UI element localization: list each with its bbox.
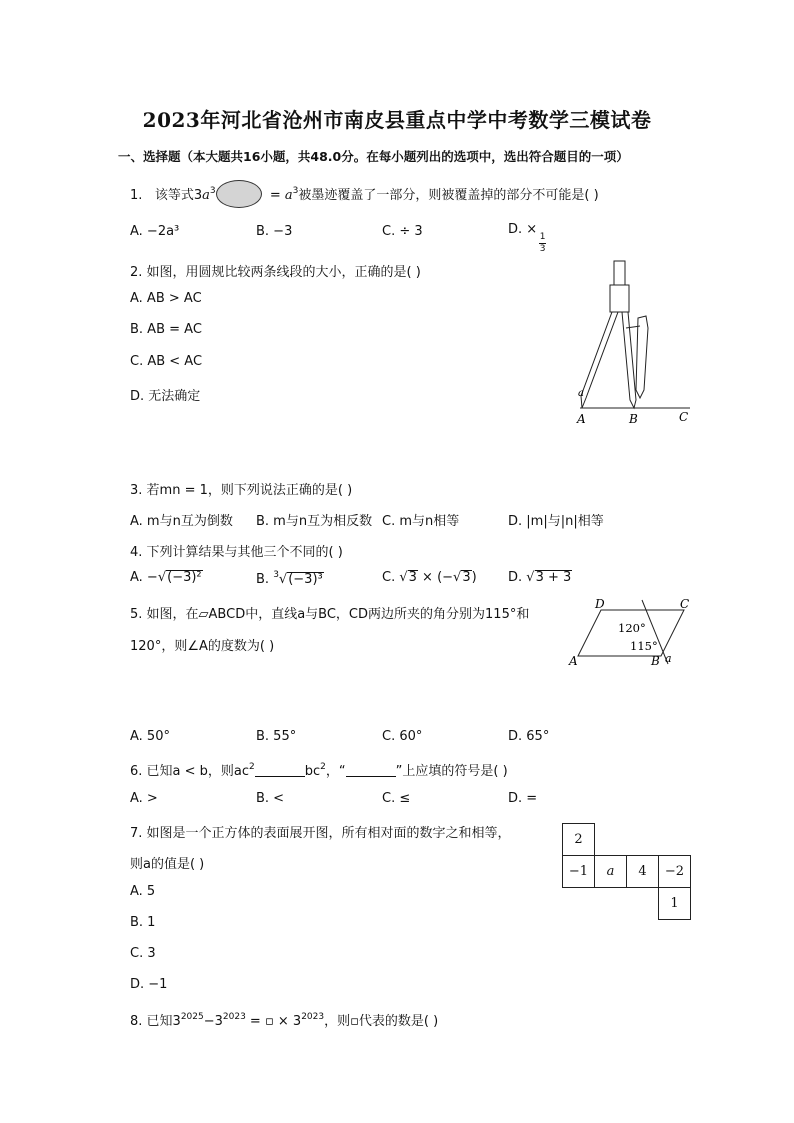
- net-cell: a: [595, 856, 627, 888]
- label-a-leg: a: [578, 388, 584, 399]
- q7-option-b: B. 1: [130, 915, 156, 930]
- q1-option-a: A. −2a³: [130, 224, 180, 239]
- q6-post: ，“: [325, 764, 346, 779]
- compass-hinge: [610, 285, 629, 312]
- q4-c-mid: × (−: [417, 570, 454, 585]
- pencil: [636, 316, 648, 398]
- section-heading: 一、选择题（本大题共16小题，共48.0分。在每小题列出的选项中，选出符合题目的一项）: [118, 149, 629, 164]
- sqrt-content: 3: [462, 570, 471, 585]
- q8-exp3: 2023: [301, 1012, 325, 1022]
- q4-c-label: C.: [382, 570, 400, 585]
- q4-option-a: A. −√(−3)²: [130, 570, 202, 585]
- page-title: 2023年河北省沧州市南皮县重点中学中考数学三模试卷: [142, 108, 652, 132]
- q3-option-c: C. m与n相等: [382, 514, 460, 529]
- q3-option-a: A. m与n互为倒数: [130, 514, 233, 529]
- question-5-line1: 5. 如图，在▱ABCD中，直线a与BC，CD两边所夹的角分别为115°和: [130, 607, 530, 622]
- fraction-numerator: 1: [539, 232, 546, 242]
- q5-option-d: D. 65°: [508, 729, 550, 744]
- q7-option-a: A. 5: [130, 884, 156, 899]
- fraction: [539, 233, 546, 254]
- q8-mid2: = ▫ × 3: [245, 1014, 302, 1029]
- question-8: [130, 1010, 438, 1029]
- cbrt-content: (−3)³: [288, 572, 323, 587]
- q3-option-b: B. m与n互为相反数: [256, 514, 373, 529]
- q6-mid: bc: [304, 764, 321, 779]
- sqrt-content: 3: [408, 570, 417, 585]
- q1-pre: 该等式3: [154, 188, 203, 203]
- q1-mid: =: [269, 188, 285, 203]
- q4-d-label: D.: [508, 570, 527, 585]
- angle-115: 115°: [630, 639, 658, 653]
- q5-option-b: B. 55°: [256, 729, 297, 744]
- net-cell: 1: [659, 888, 691, 920]
- q1-var-a: a: [202, 188, 210, 203]
- net-cell: 4: [627, 856, 659, 888]
- q1-post: 被墨迹覆盖了一部分，则被覆盖掉的部分不可能是( ): [298, 188, 599, 203]
- q8-post: ，则▫代表的数是( ): [324, 1014, 439, 1029]
- compass-leg-left: [581, 312, 618, 408]
- q1-option-c: C. ÷ 3: [382, 224, 423, 239]
- q6-exp-b: 2: [320, 762, 326, 772]
- question-2: 2. 如图，用圆规比较两条线段的大小，正确的是( ): [130, 265, 421, 280]
- q4-a-label: A. −: [130, 570, 158, 585]
- question-1: [130, 180, 599, 208]
- q5-option-c: C. 60°: [382, 729, 423, 744]
- sqrt-content: 3 + 3: [535, 570, 572, 585]
- q4-c-end: ): [471, 570, 477, 585]
- ink-blot-shape: [216, 180, 262, 208]
- q8-exp2: 2023: [222, 1012, 246, 1022]
- q1-exp2: 3: [292, 186, 299, 196]
- q1-option-d: [508, 222, 546, 254]
- q2-option-c: C. AB < AC: [130, 354, 203, 369]
- compass-handle: [614, 261, 625, 285]
- q6-post2: ”上应填的符号是( ): [395, 764, 508, 779]
- question-6: [130, 760, 508, 779]
- q1-option-b: B. −3: [256, 224, 293, 239]
- angle-120: 120°: [618, 621, 646, 635]
- q4-b-label: B.: [256, 572, 274, 587]
- q2-option-a: A. AB > AC: [130, 291, 202, 306]
- answer-blank: [346, 764, 396, 777]
- net-cell: 2: [563, 824, 595, 856]
- question-5-line2: 120°，则∠A的度数为( ): [130, 639, 275, 654]
- q6-option-d: D. =: [508, 791, 538, 806]
- parallelogram-figure: [566, 598, 696, 668]
- question-3: 3. 若mn = 1，则下列说法正确的是( ): [130, 483, 353, 498]
- q1-var-a2: a: [284, 188, 293, 203]
- sqrt-content: (−3)²: [167, 570, 202, 585]
- label-c-point: C: [679, 410, 689, 424]
- q2-option-d: D. 无法确定: [130, 389, 201, 404]
- q8-exp1: 2025: [180, 1012, 204, 1022]
- q4-option-d: D. √3 + 3: [508, 570, 572, 585]
- label-c: C: [680, 598, 690, 611]
- fraction-denominator: 3: [539, 244, 546, 254]
- q6-option-a: A. >: [130, 791, 158, 806]
- label-a: A: [569, 654, 578, 668]
- q7-option-d: D. −1: [130, 977, 168, 992]
- label-b: B: [651, 654, 660, 668]
- question-4: 4. 下列计算结果与其他三个不同的( ): [130, 545, 343, 560]
- q4-option-c: C. √3 × (−√3): [382, 570, 477, 585]
- label-b-point: B: [629, 412, 638, 426]
- q3-option-d: D. |m|与|n|相等: [508, 514, 604, 529]
- q6-exp-a: 2: [249, 762, 255, 772]
- q4-option-b: B. $^3$√(−3)³: [256, 570, 323, 587]
- label-d: D: [595, 598, 605, 611]
- q6-pre: 6. 已知a < b，则ac: [130, 764, 250, 779]
- question-7-line2: 则a的值是( ): [130, 857, 205, 872]
- q2-option-b: B. AB = AC: [130, 322, 202, 337]
- question-7-line1: 7. 如图是一个正方体的表面展开图，所有相对面的数字之和相等，: [130, 826, 511, 841]
- q8-mid1: −3: [203, 1014, 223, 1029]
- label-line-a: a: [665, 652, 672, 665]
- q1-number: 1.: [130, 188, 143, 203]
- q7-option-c: C. 3: [130, 946, 156, 961]
- q5-option-a: A. 50°: [130, 729, 170, 744]
- q1-option-d-label: D. ×: [508, 222, 538, 237]
- answer-blank: [255, 764, 305, 777]
- net-cell: −2: [659, 856, 691, 888]
- label-a-point: A: [577, 412, 586, 426]
- compass-figure: [566, 258, 696, 428]
- root-index: 3: [273, 570, 279, 580]
- net-cell: −1: [563, 856, 595, 888]
- cube-net: [562, 823, 691, 920]
- q6-option-c: C. ≤: [382, 791, 411, 806]
- q1-exp: 3: [209, 186, 216, 196]
- q6-option-b: B. <: [256, 791, 285, 806]
- q8-pre: 8. 已知3: [130, 1014, 181, 1029]
